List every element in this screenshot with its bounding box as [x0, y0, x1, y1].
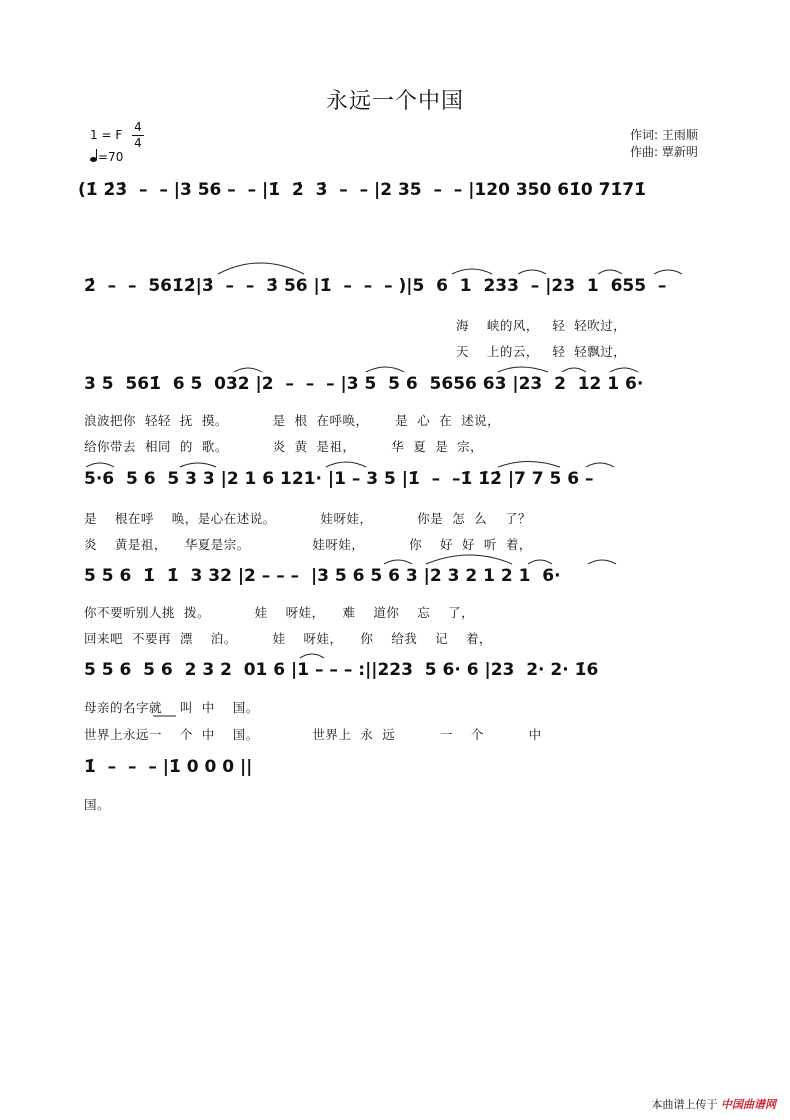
- footer-text: 本曲谱上传于: [651, 1098, 718, 1111]
- music-line-5: 5 5 6 1̇ 1̇ 3 32 |2 – – – |3 5 6 5 6 3 |2 3 2 1 2 1 6·: [84, 566, 567, 586]
- music-line-7: 1̇ – – – |1̇ 0 0 0 ||: [84, 757, 253, 777]
- music-line-4: 5·6 5 6 5 3 3 |2 1 6 121· |1 – 3 5 |1̇ – –1̇ 1̇2̇ |7 7 5 6 –: [84, 469, 600, 489]
- lyric-line-6a: 母亲的名字就 叫 中 国。: [84, 700, 259, 715]
- lyric-line-7: 国。: [84, 797, 111, 812]
- key-signature: 1 = F: [90, 128, 123, 142]
- lyric-line-2a: 海 峡的风， 轻 轻吹过，: [456, 318, 627, 333]
- tempo-marking: [90, 150, 123, 164]
- song-title: 永远一个中国: [325, 89, 464, 114]
- tempo-value: =70: [98, 150, 124, 164]
- time-signature: [132, 120, 144, 151]
- credits: [630, 127, 698, 161]
- music-line-1: (1̇ 2̇3̇ – – |3 56 – – |1̇ 2̇ 3̇ – – |2 35 – – |120 350 61̇0 7̇1̇7̇1̇: [78, 180, 646, 200]
- lyric-line-5b: 回来吧 不要再 漂 泊。 娃 呀娃， 你 给我 记 着，: [84, 631, 493, 646]
- lyric-line-3b: 给你带去 相同 的 歌。 炎 黄 是祖， 华 夏 是 宗，: [84, 439, 484, 454]
- lyric-line-3a: 浪波把你 轻轻 抚 摸。 是 根 在呼唤， 是 心 在 述说，: [84, 413, 501, 428]
- meter-top: 4: [134, 120, 142, 134]
- composer: 作曲: 覃新明: [630, 145, 698, 159]
- site-logo[interactable]: 中国曲谱网: [721, 1098, 776, 1111]
- quarter-note-icon: [90, 157, 97, 162]
- lyric-line-5a: 你不要听别人挑 拨。 娃 呀娃， 难 道你 忘 了，: [84, 605, 475, 620]
- lyric-line-2b: 天 上的云， 轻 轻飘过，: [456, 344, 627, 359]
- lyric-line-4a: 是 根在呼 唤，是心在述说。 娃呀娃， 你是 怎 么 了？: [84, 511, 532, 526]
- music-line-6: 5 5 6 5 6 2 3 2 01 6 |1 – – – :||223 5 6· 6 |23 2· 2· 1̇6: [84, 660, 605, 680]
- music-line-3: 3 5 561̇ 6 5 032 |2 – – – |3 5 5 6 5656 63 |23 2 12 1 6·: [84, 374, 650, 394]
- meter-bottom: 4: [132, 135, 144, 151]
- music-line-2: 2̇ – – 561̇2̇|3̇ – – 3̇ 56 |1̇ – – – )|5 6 1 233 – |23 1 655 –: [84, 276, 673, 296]
- footer: [652, 1096, 777, 1112]
- lyric-line-6b: 世界上永远一 个 中 国。 世界上 永 远 一 个 中: [84, 727, 542, 742]
- lyricist: 作词: 王雨顺: [630, 128, 698, 142]
- lyric-line-4b: 炎 黄是祖， 华夏是宗。 娃呀娃， 你 好 好 听 着，: [84, 537, 532, 552]
